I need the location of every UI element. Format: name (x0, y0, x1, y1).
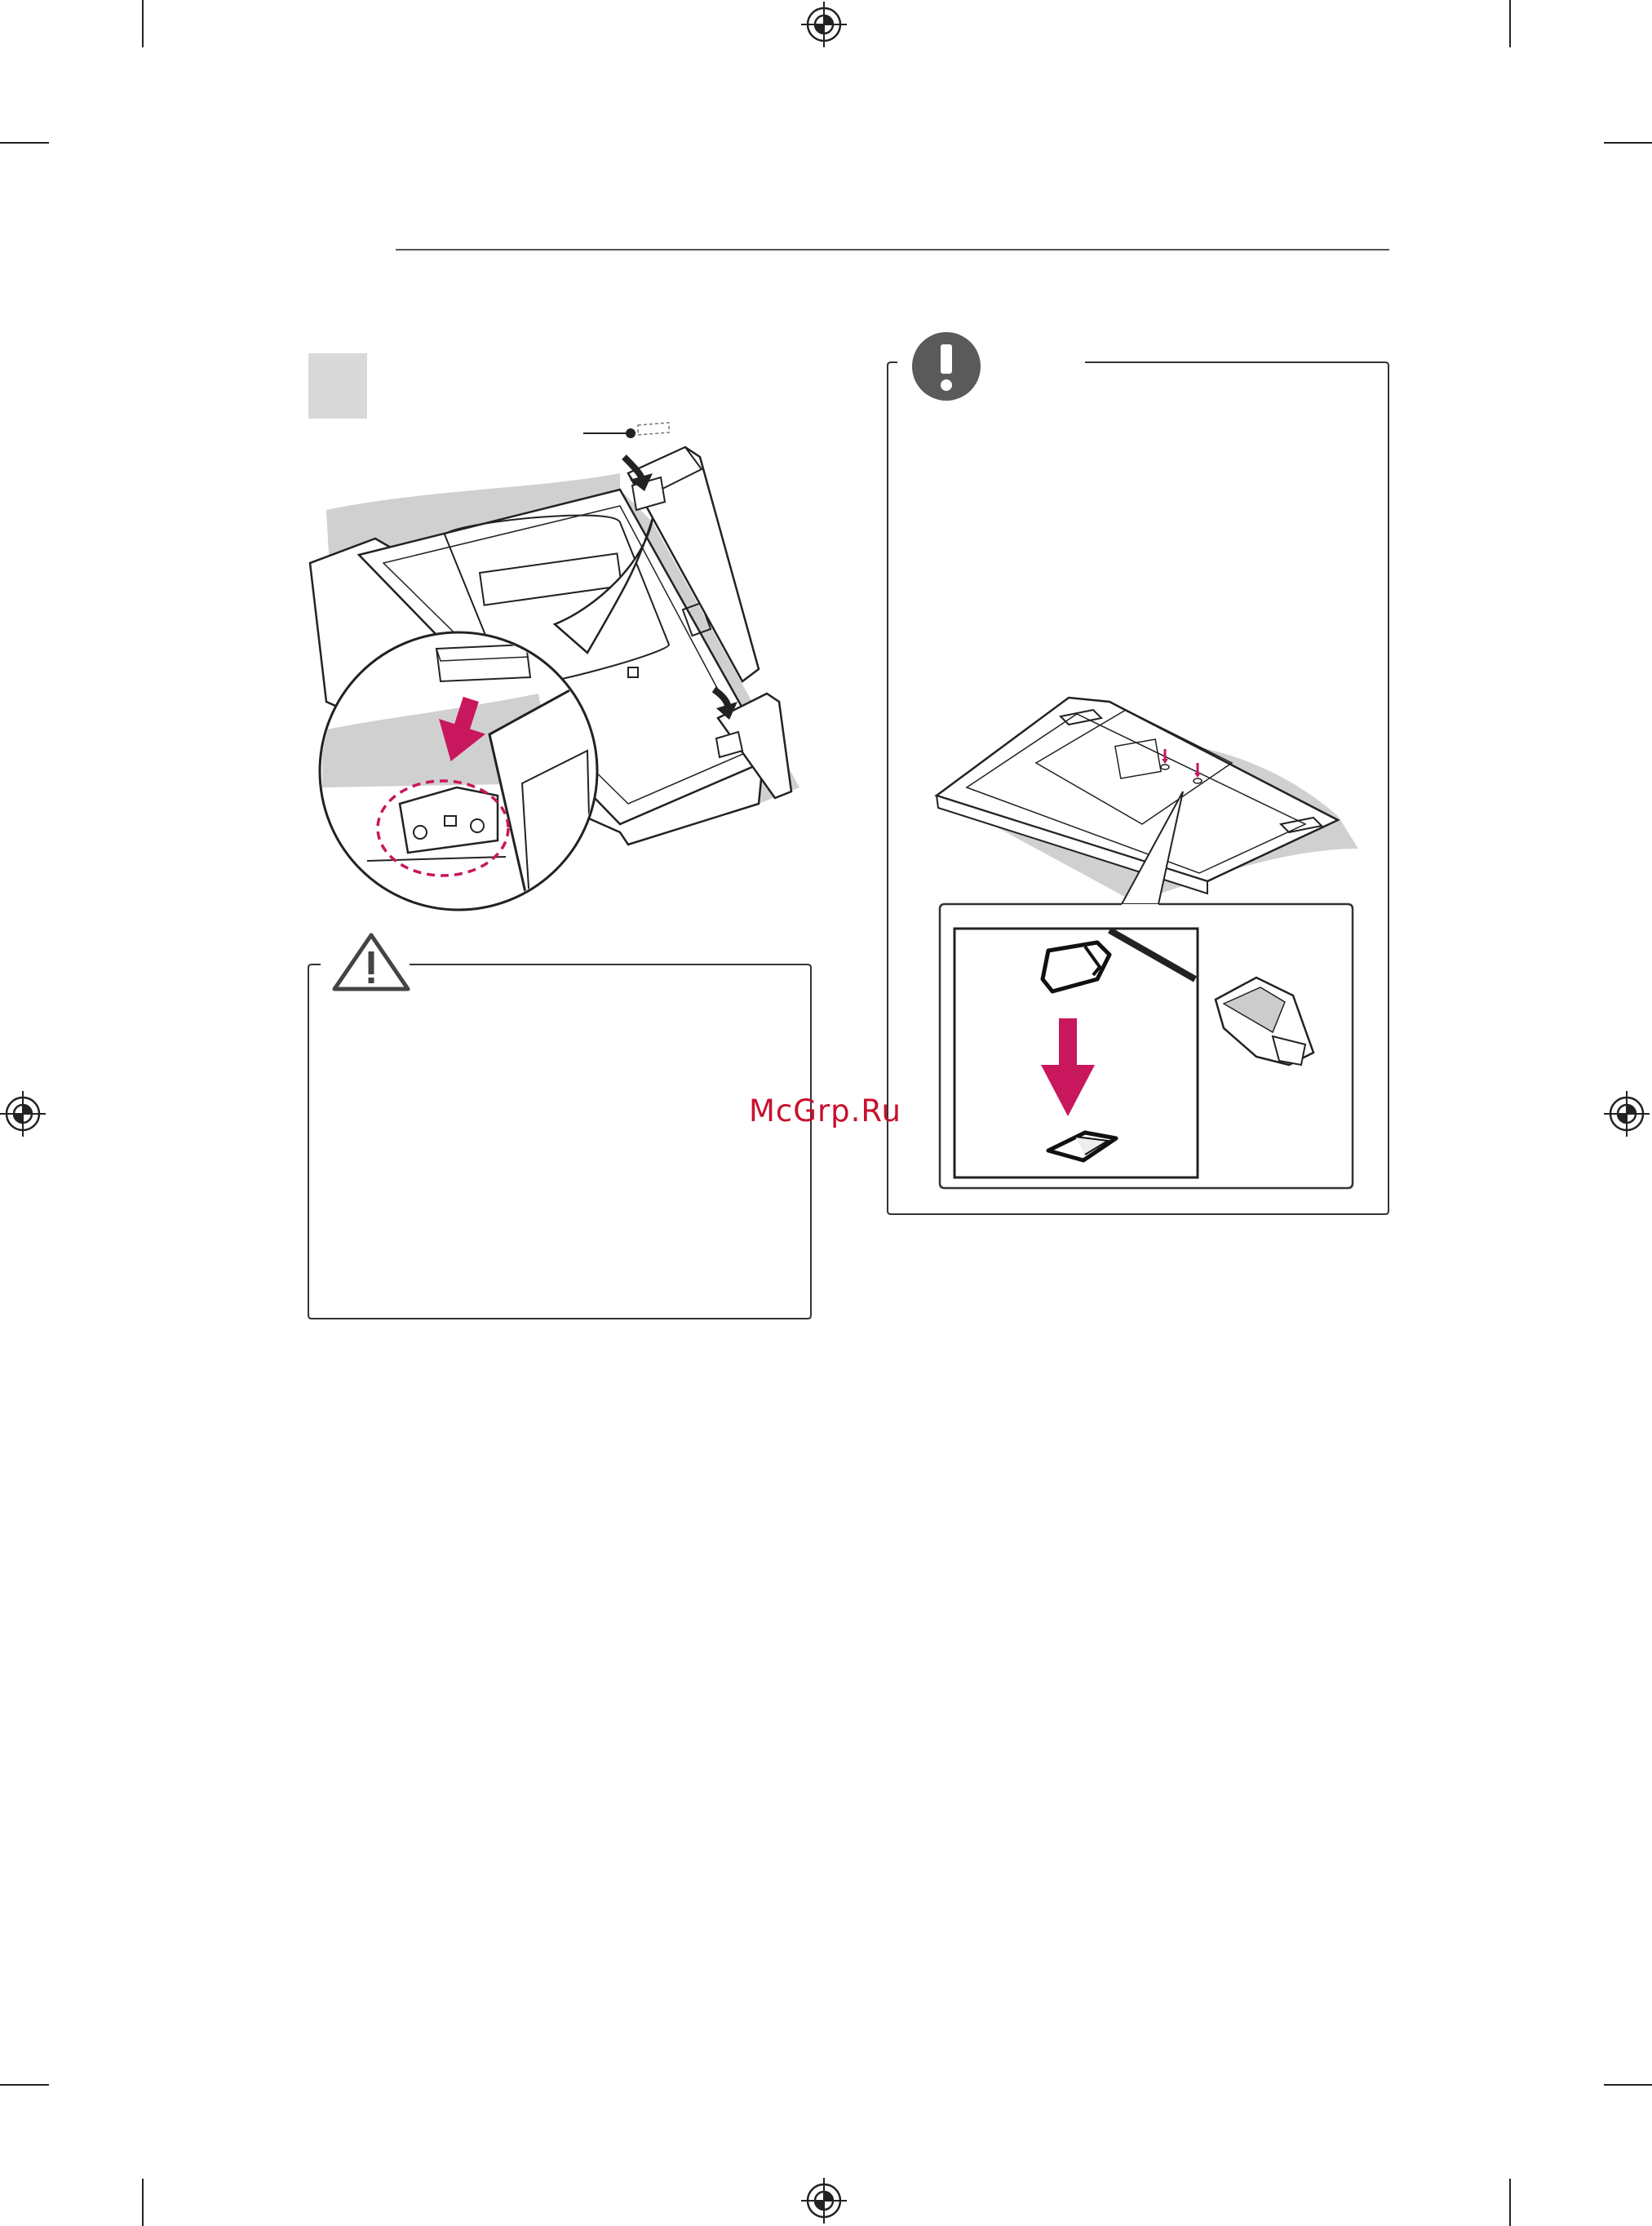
note-callout-box (940, 904, 1353, 1188)
main-illustration (310, 423, 799, 914)
watermark-text: McGrp.Ru (749, 1093, 901, 1129)
registration-mark-left (0, 1091, 46, 1137)
stand-cover-part (583, 423, 669, 438)
note-box (888, 332, 1388, 1214)
registration-mark-top (801, 2, 847, 47)
caution-box (308, 935, 811, 1319)
note-tv-illustration (937, 698, 1358, 904)
caution-triangle-icon (334, 935, 408, 989)
registration-mark-bottom (801, 2178, 847, 2224)
exclamation-circle-icon (912, 332, 981, 401)
step-number-box (308, 353, 367, 419)
registration-mark-right (1604, 1091, 1650, 1137)
